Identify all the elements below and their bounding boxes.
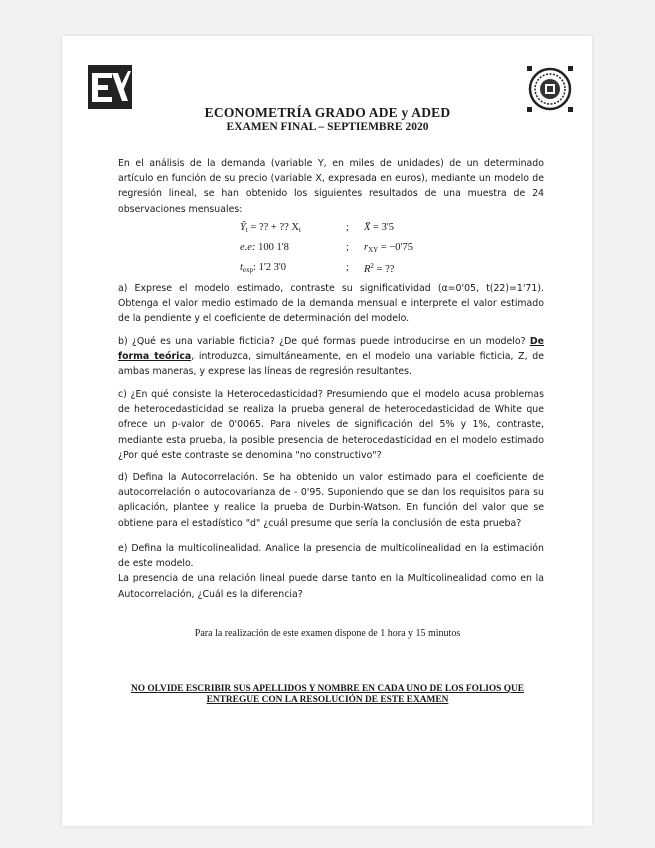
t-subscript: exp [242,266,254,274]
footer-note [0,684,655,706]
separator: ; [346,242,349,253]
t-values: : 1'2 3'0 [253,262,286,273]
question-e [118,541,544,602]
question-a: a) Exprese el modelo estimado, contraste su significatividad (α=0'05, t(22)=1'71). Obtenga el valor medio estimado de la demanda mensual e interprete el valor estimado de la pendiente y el coeficiente de determinación del modelo. [118,283,544,325]
question-d: d) Defina la Autocorrelación. Se ha obtenido un valor estimado para el coeficiente de autocorrelación o autocovarianza de - 0'95. Suponiendo que se dan los requisitos para su aplicación, plantee y realice la prueba de Durbin-Watson. En función del valor que se obtiene para el estadístico "d" ¿cuál presume que sería la conclusión de esta prueba? [118,472,544,529]
se-values: 100 1'8 [258,242,289,253]
question-e-text: e) Defina la multicolinealidad. Analice la presencia de multicolinealidad en la estimación de este modelo. [118,543,544,570]
footer-note-line2: ENTREGUE CON LA RESOLUCIÓN DE ESTE EXAMEN [206,695,449,705]
question-b-emphasis: De forma teórica [118,336,545,363]
correlation: = −0'75 [380,242,413,253]
question-e-followup: La presencia de una relación lineal puede darse tanto en la Multicolinealidad como en la Autocorrelación, ¿Cuál es la diferencia? [118,573,544,600]
t-label: t [240,262,243,273]
separator: ; [346,262,349,273]
time-allowed: Para la realización de este examen dispone de 1 hora y 15 minutos [194,628,461,639]
exam-title: ECONOMETRÍA GRADO ADE y ADED [204,105,451,120]
question-c: c) ¿En qué consiste la Heterocedasticidad? Presumiendo que el modelo acusa problemas de heterocedasticidad se realiza la prueba general de heterocedasticidad de White que ofrece un p-valor de 0'0065. Para niveles de significación del 5% y 1%, contraste, mediante esta prueba, la posible presencia de heterocedasticidad en el modelo estimado ¿Por qué este contraste se denomina "no constructivo"? [118,389,544,461]
question-b-text: b) ¿Qué es una variable ficticia? ¿De qué formas puede introducirse en un modelo? [118,336,526,347]
se-label: e.e: [240,242,256,253]
footer-note-line1: NO OLVIDE ESCRIBIR SUS APELLIDOS Y NOMBRE EN CADA UNO DE LOS FOLIOS QUE [130,684,525,694]
r-squared: = ?? [373,264,395,275]
x-mean: = 3'5 [373,222,394,233]
question-b-rest: , introduzca, simultáneamente, en el modelo una variable ficticia, Z, de ambas maneras, y exprese las líneas de regresión resultantes. [118,351,544,378]
separator: ; [346,222,349,233]
question-b [118,334,544,380]
exam-subtitle: EXAMEN FINAL – SEPTIEMBRE 2020 [226,121,429,133]
r2-sup: 2 [370,262,374,270]
intro-paragraph: En el análisis de la demanda (variable Y, en miles de unidades) de un determinado artículo en función de su precio (variable X, expresada en euros), mediante un modelo de regresión lineal, se han obtenido los siguientes resultados de una muestra de 24 observaciones mensuales: [118,158,544,215]
faculty-logo [88,65,132,109]
model-equation: = ?? + ?? X [250,222,299,233]
